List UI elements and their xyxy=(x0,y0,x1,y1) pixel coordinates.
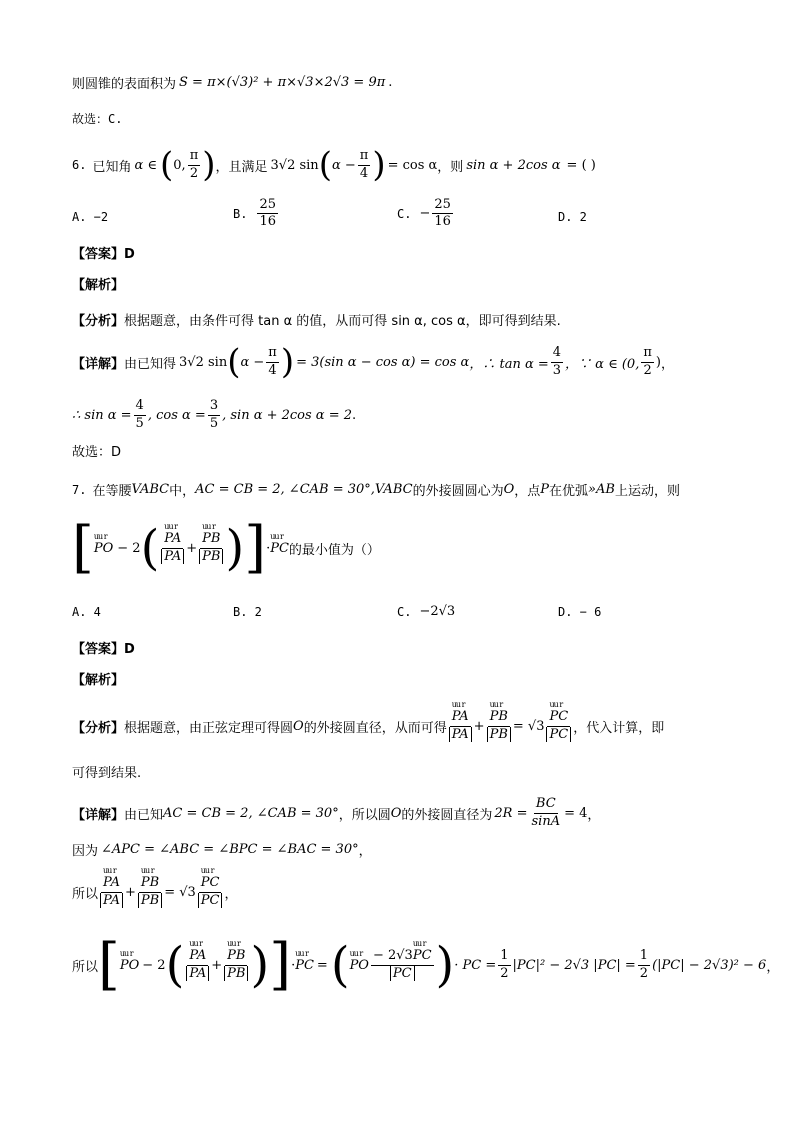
q7-so-2: 所以 xyxy=(72,959,99,975)
q7-option-c-val: −2√3 xyxy=(419,604,456,619)
q6-sin-paren-close: ) xyxy=(372,145,386,185)
q7-g-end: ， xyxy=(766,959,780,975)
q7-text-min: 的最小值为（） xyxy=(288,542,380,558)
q7-g-half-1-num: 1 xyxy=(498,949,510,965)
q6-stem xyxy=(72,145,596,185)
q6-detail-range-frac xyxy=(641,346,654,378)
q7-analysis-o: O xyxy=(293,718,304,734)
q6-alpha-minus: α − xyxy=(331,157,356,173)
q6-detail-expansion: = 3(sin α − cos α) = cos α xyxy=(296,354,470,370)
q6-interval-start: 0, xyxy=(173,157,186,173)
q7-g-eq2: · PC = xyxy=(454,957,497,973)
q6-detail-text-1: 由已知得 xyxy=(124,356,177,372)
q7-g-unit-pa xyxy=(186,949,209,981)
q6-cos-num: 3 xyxy=(208,399,220,415)
q7-g-paren-open: ( xyxy=(165,937,185,993)
q7-so-pa-den: PA xyxy=(100,893,123,908)
q6-option-c-den: 16 xyxy=(434,214,451,230)
q7-analysis-tag: 【分析】 xyxy=(72,720,125,736)
q7-g-bracket-close: ] xyxy=(269,932,292,997)
q7-jiexi: 【解析】 xyxy=(72,673,125,688)
q7-unit-pa xyxy=(161,532,184,564)
q7-detail-eq4: = 4 xyxy=(564,805,588,821)
q7-detail-2r: 2R = xyxy=(494,805,528,821)
q7-g-eq1: = xyxy=(316,957,328,973)
q7-detail-text-3: 的外接圆直径为 xyxy=(401,807,493,823)
q7-analysis-text-2: 的外接圆直径，从而可得 xyxy=(303,720,447,736)
q6-sin-paren-open: ( xyxy=(318,145,332,185)
q6-sin-den: 5 xyxy=(135,415,144,431)
q6-detail-four: 4 xyxy=(268,362,277,378)
q6-detail-line1 xyxy=(72,342,674,382)
q6-pi-over-2 xyxy=(188,149,201,181)
q7-center-o: O xyxy=(503,482,515,497)
q7-analysis-plus: + xyxy=(473,718,485,734)
q7-analysis-text-1: 根据题意，由正弦定理可得圆 xyxy=(124,720,294,736)
q7-analysis-unit-pa xyxy=(449,710,472,742)
q7-analysis-unit-pb xyxy=(487,710,511,742)
q7-because: 因为 xyxy=(72,844,99,859)
q7-option-d: D. − 6 xyxy=(558,605,602,619)
q7-g-pb-num: uu r PB xyxy=(227,949,245,963)
q7-so-comma: ， xyxy=(224,886,238,902)
q7-so-1: 所以 xyxy=(72,886,99,902)
q7-g-vec-pc: uu r PC xyxy=(295,958,314,973)
q7-analysis-pa-den: PA xyxy=(449,727,472,742)
q6-detail-pi: π xyxy=(266,346,279,362)
q7-expression xyxy=(72,515,380,581)
q7-detail-text-1: 由已知 xyxy=(124,807,164,823)
q6-option-b-label: B. xyxy=(233,206,248,221)
choose-c: 故选：C. xyxy=(72,112,123,126)
q7-so-pc-den: PC xyxy=(198,893,223,908)
q6-paren-blank: = ( ) xyxy=(566,157,596,173)
q7-g-minus-two: − 2 xyxy=(142,957,166,973)
q7-g-half-1-den: 2 xyxy=(500,965,509,981)
q6-pi-over-4 xyxy=(358,149,371,181)
q7-detail-sina: sinA xyxy=(531,813,561,829)
q6-option-b xyxy=(233,198,280,230)
q6-option-c-sign: − xyxy=(419,206,431,222)
q6-detail-tan: ，∴ tan α = xyxy=(469,356,549,372)
q7-g-plus: + xyxy=(211,957,223,973)
q7-detail-o: O xyxy=(390,805,402,821)
q7-text-5: 在优弧 xyxy=(549,484,589,499)
q6-analysis xyxy=(72,310,561,329)
q6-detail-range-pi: π xyxy=(641,346,654,362)
q7-text-1: 在等腰 xyxy=(92,484,132,499)
q6-detail-comma: ， xyxy=(660,356,674,372)
q6-pi: π xyxy=(188,149,201,165)
q7-paren-open: ( xyxy=(140,520,160,576)
q7-g-bracket-open: [ xyxy=(98,932,120,997)
q7-text-3: 的外接圆圆心为 xyxy=(412,484,504,499)
q6-detail-range: ，∵ α ∈ (0, xyxy=(565,356,640,372)
q6-detail-alpha-minus: α − xyxy=(240,354,265,370)
q7-text-2: 中， xyxy=(169,484,196,499)
q6-choose: 故选：D xyxy=(72,445,122,460)
q7-option-a: A. 4 xyxy=(72,605,101,619)
q7-so-pb-num: uu r PB xyxy=(141,876,159,890)
q6-cos-frac xyxy=(208,399,220,431)
q7-detail-sine-rule xyxy=(530,797,563,829)
q6-target-expr: sin α + 2cos α xyxy=(466,157,561,173)
q7-unit-pa-num: uu r PA xyxy=(164,532,181,546)
q6-detail-pi-over-4 xyxy=(266,346,279,378)
q6-result: , sin α + 2cos α = 2 xyxy=(222,407,353,423)
q6-detail-range-close: ) xyxy=(655,354,661,370)
q6-option-b-num: 25 xyxy=(257,198,278,214)
q6-detail-paren-close: ) xyxy=(280,342,295,382)
q7-so-pa-num: uu r PA xyxy=(103,876,120,890)
q7-g2-frac xyxy=(371,949,434,981)
q6-alpha-in: α ∈ xyxy=(134,157,158,173)
q6-answer: 【答案】D xyxy=(72,247,135,262)
q6-text-2: ，且满足 xyxy=(215,159,268,175)
q7-option-b: B. 2 xyxy=(233,605,262,619)
q6-cos-value: , cos α = xyxy=(147,407,206,423)
q7-g2-pc-num: uu r PC xyxy=(413,949,432,963)
q6-two: 2 xyxy=(189,165,199,181)
q6-text-1: 已知角 xyxy=(92,159,132,175)
q6-cos-den: 5 xyxy=(209,415,219,431)
q7-number: 7. xyxy=(72,482,87,497)
q7-g-r2: (|PC| − 2√3)² − 6 xyxy=(652,957,767,973)
q6-equals-cos: = cos α xyxy=(387,157,438,173)
q7-g-pb-den: PB xyxy=(224,966,248,981)
q6-jiexi: 【解析】 xyxy=(72,278,125,293)
q7-detail-line4 xyxy=(72,932,779,998)
q7-detail-line2 xyxy=(72,840,372,859)
q7-g-r1: |PC|² − 2√3 |PC| = xyxy=(512,957,636,973)
q7-stem-line1 xyxy=(72,480,680,499)
q6-option-d: D. 2 xyxy=(558,210,587,224)
q7-g-paren-close: ) xyxy=(250,937,270,993)
q6-option-a: A. −2 xyxy=(72,210,109,224)
q6-detail-line2 xyxy=(72,397,356,433)
q6-detail-paren-open: ( xyxy=(227,342,241,382)
q7-g-half-2 xyxy=(638,949,650,981)
q6-sin-value: ∴ sin α = xyxy=(72,407,132,423)
q6-option-c-num: 25 xyxy=(432,198,453,214)
q7-unit-pb-den: PB xyxy=(199,549,223,564)
q6-pi-b: π xyxy=(358,149,371,165)
q7-detail-conditions: AC = CB = 2, ∠CAB = 30° xyxy=(163,805,339,821)
q6-analysis-text: 根据题意，由条件可得 tan α 的值，从而可得 sin α, cos α，即可得到结果. xyxy=(124,314,561,329)
q7-analysis-line2: 可得到结果. xyxy=(72,766,142,781)
q7-so-unit-pa xyxy=(100,876,123,908)
q7-angles-comma: ， xyxy=(358,844,372,859)
q6-detail-tan-num: 4 xyxy=(551,346,563,362)
q7-g-pa-den: PA xyxy=(186,966,209,981)
q6-paren-open: ( xyxy=(160,145,174,185)
q7-analysis-text-3: ，代入计算，即 xyxy=(573,720,665,736)
cone-area-formula: S = π×(√3)² + π×√3×2√3 = 9π xyxy=(179,75,386,90)
q7-g-pa-num: uu r PA xyxy=(189,949,206,963)
q7-answer: 【答案】D xyxy=(72,642,135,657)
q7-text-6: 上运动，则 xyxy=(614,484,680,499)
q7-analysis-pc-den: PC xyxy=(546,727,571,742)
q7-option-c xyxy=(397,604,455,619)
q7-minus-two: − 2 xyxy=(117,540,141,556)
q6-sin-num: 4 xyxy=(134,399,146,415)
q7-so-plus: + xyxy=(124,884,136,900)
q7-bracket-close: ] xyxy=(244,515,267,580)
q7-g2-paren-open: ( xyxy=(330,937,350,993)
q7-angles: ∠APC = ∠ABC = ∠BPC = ∠BAC = 30° xyxy=(101,842,359,857)
q6-sin-frac xyxy=(134,399,146,431)
q7-vec-po: uu r PO xyxy=(94,541,113,556)
q7-text-4: ，点 xyxy=(514,484,541,499)
q7-unit-pb xyxy=(199,532,223,564)
q7-vec-pc: uu r PC xyxy=(270,541,289,556)
q7-analysis-line1 xyxy=(72,697,664,755)
q7-analysis-pa-num: uu r PA xyxy=(452,710,469,724)
q7-so-unit-pc xyxy=(198,876,223,908)
q7-g2-vec-po: uu r PO xyxy=(350,958,369,973)
q7-g-unit-pb xyxy=(224,949,248,981)
q7-so-unit-pb xyxy=(138,876,162,908)
q7-g-half-1 xyxy=(498,949,510,981)
q7-arc-ab: »AB xyxy=(588,482,615,497)
q6-detail-range-two: 2 xyxy=(643,362,652,378)
q7-unit-pa-den: PA xyxy=(161,549,184,564)
q7-option-c-label: C. xyxy=(397,604,412,619)
q6-option-b-frac xyxy=(257,198,278,230)
q6-option-c-label: C. xyxy=(397,206,412,221)
q7-triangle: VABC xyxy=(131,482,170,497)
q7-g-dot: · xyxy=(291,957,296,973)
q6-text-3: ，则 xyxy=(437,159,464,175)
q7-detail-text-2: ，所以圆 xyxy=(338,807,391,823)
q6-option-c xyxy=(397,198,455,230)
q7-analysis-unit-pc xyxy=(546,710,571,742)
q6-result-end: . xyxy=(352,407,357,423)
q6-option-c-frac xyxy=(432,198,453,230)
q6-option-b-den: 16 xyxy=(259,214,276,230)
q7-bracket-open: [ xyxy=(72,515,94,580)
q7-detail-tag: 【详解】 xyxy=(72,807,125,823)
q6-sin-coef: 3√2 sin xyxy=(270,157,319,173)
q7-detail-bc: BC xyxy=(534,797,558,813)
q7-detail-line1 xyxy=(72,794,600,832)
q7-analysis-pb-den: PB xyxy=(487,727,511,742)
q6-number: 6. xyxy=(72,158,87,172)
q7-so-pb-den: PB xyxy=(138,893,162,908)
q7-g-half-2-den: 2 xyxy=(639,965,649,981)
q7-analysis-pc-num: uu r PC xyxy=(549,710,568,724)
q7-paren-close: ) xyxy=(225,520,245,576)
q6-detail-tan-den: 3 xyxy=(552,362,562,378)
q7-conditions: AC = CB = 2, ∠CAB = 30°,VABC xyxy=(195,482,413,497)
q7-g2-paren-close: ) xyxy=(435,937,455,993)
q6-detail-sin: 3√2 sin xyxy=(179,354,228,370)
q6-detail-tag: 【详解】 xyxy=(72,356,125,372)
cone-area-end: . xyxy=(388,75,393,90)
q7-detail-line3 xyxy=(72,862,238,922)
cone-area-prefix: 则圆锥的表面积为 xyxy=(72,77,177,92)
q7-analysis-pb-num: uu r PB xyxy=(490,710,508,724)
q7-detail-comma: ， xyxy=(587,807,601,823)
q7-g2-coef: − 2√3 xyxy=(372,948,413,964)
q7-analysis-eq: = √3 xyxy=(512,718,545,734)
q7-unit-pb-num: uu r PB xyxy=(202,532,220,546)
q7-so-pc-num: uu r PC xyxy=(201,876,220,890)
q7-plus: + xyxy=(186,540,198,556)
q7-so-eq: = √3 xyxy=(164,884,196,900)
q7-point-p: P xyxy=(540,482,550,497)
q7-g-half-2-num: 1 xyxy=(638,949,650,965)
q6-four: 4 xyxy=(359,165,369,181)
q6-detail-tan-frac xyxy=(551,346,563,378)
q7-dot: · xyxy=(266,540,271,556)
q7-g2-pc-den: PC xyxy=(390,966,415,981)
q6-paren-close: ) xyxy=(202,145,216,185)
q6-analysis-tag: 【分析】 xyxy=(72,314,125,329)
cone-area-line xyxy=(72,73,392,92)
q7-g-vec-po: uu r PO xyxy=(120,958,139,973)
